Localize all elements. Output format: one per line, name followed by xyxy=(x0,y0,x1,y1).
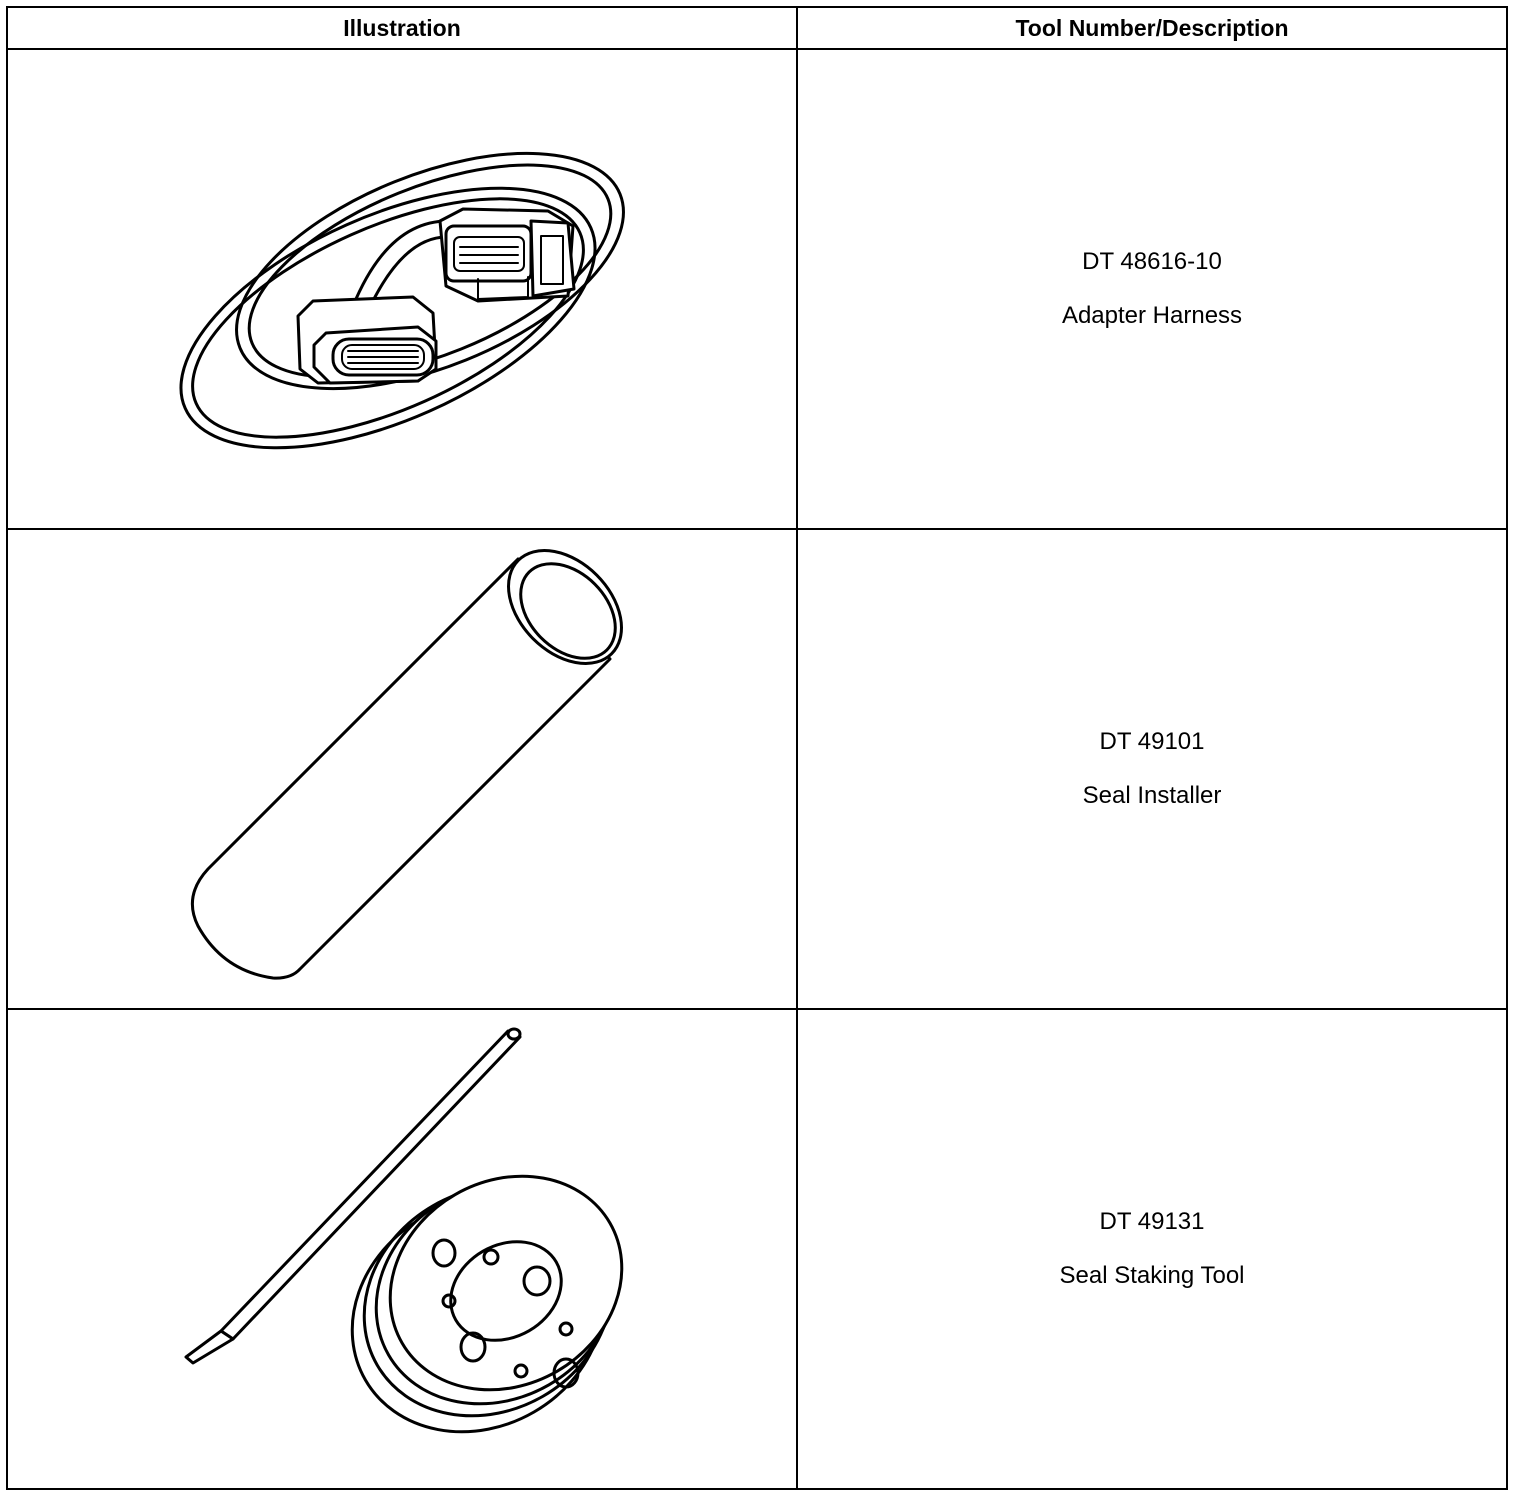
special-tools-table xyxy=(6,6,1508,1490)
adapter-harness-illustration xyxy=(8,51,796,527)
header-row xyxy=(7,7,1507,49)
upper-connector xyxy=(440,209,574,301)
description-cell xyxy=(797,49,1507,529)
illustration-column-header: Illustration xyxy=(7,7,797,49)
table-row xyxy=(7,1009,1507,1489)
table-row xyxy=(7,529,1507,1009)
lower-connector xyxy=(298,297,436,383)
illustration-cell xyxy=(7,529,797,1009)
description-cell xyxy=(797,529,1507,1009)
description-cell xyxy=(797,1009,1507,1489)
tool-description: Adapter Harness xyxy=(1061,302,1243,329)
seal-staking-tool-illustration xyxy=(8,1011,796,1487)
tool-number: DT 48616-10 xyxy=(1082,248,1222,275)
tool-description: Seal Installer xyxy=(1082,782,1222,809)
illustration-cell xyxy=(7,49,797,529)
tool-description: Seal Staking Tool xyxy=(1059,1262,1245,1289)
tool-number: DT 49131 xyxy=(1099,1208,1205,1235)
tool-number: DT 49101 xyxy=(1099,728,1205,755)
tool-column-header: Tool Number/Description xyxy=(797,7,1507,49)
seal-installer-illustration xyxy=(8,531,796,1007)
table-row xyxy=(7,49,1507,529)
illustration-cell xyxy=(7,1009,797,1489)
